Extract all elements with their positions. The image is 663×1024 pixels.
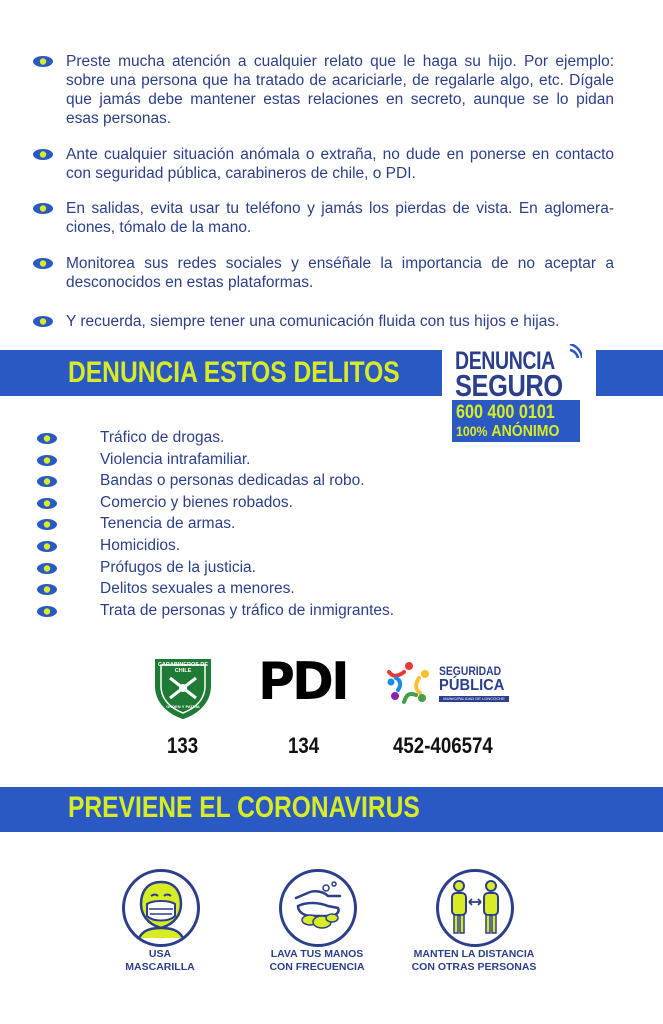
eye-bullet-icon xyxy=(36,605,58,618)
distance-label xyxy=(394,948,554,974)
badge-line2: SEGURO xyxy=(455,368,563,403)
distance-icon xyxy=(436,869,514,947)
eye-bullet-icon xyxy=(32,148,54,161)
mask-label xyxy=(80,948,240,974)
tip-item xyxy=(32,145,614,183)
tip-text: Ante cualquier situación anómala o extraña, no dude en ponerse en contacto con seguridad pública, carabineros de chile, o PDI. xyxy=(66,146,614,182)
eye-bullet-icon xyxy=(32,315,54,328)
carabineros-logo xyxy=(150,656,216,720)
badge-line1: DENUNCIA xyxy=(455,347,555,375)
tip-text: Preste mucha atención a cualquier relato que le haga su hijo. Por ejemplo: sobre una persona que ha tratado de acariciarle, de regalarle algo, etc. Dígale que jamás debe mantener estas relaciones en secreto, aunque se lo pidan esas personas. xyxy=(66,53,614,127)
seguridad-publica-logo xyxy=(386,660,516,710)
tip-item xyxy=(32,312,614,331)
distance-figure-icon xyxy=(439,872,511,944)
eye-bullet-icon xyxy=(36,562,58,575)
crime-text: Delitos sexuales a menores. xyxy=(100,580,295,598)
distance-label-line2: CON OTRAS PERSONAS xyxy=(411,961,537,973)
eye-bullet-icon xyxy=(36,475,58,488)
eye-bullet-icon xyxy=(32,55,54,68)
eye-bullet-icon xyxy=(32,202,54,215)
crime-text: Trata de personas y tráfico de inmigrantes. xyxy=(100,601,395,619)
crime-text: Homicidios. xyxy=(100,536,181,554)
mask-label-line2: MASCARILLA xyxy=(125,961,195,973)
distance-label-line1: MANTEN LA DISTANCIA xyxy=(413,948,535,960)
hand-wash-figure-icon xyxy=(282,872,354,944)
crime-text: Prófugos de la justicia. xyxy=(100,558,256,576)
mask-icon xyxy=(122,869,200,947)
crime-text: Violencia intrafamiliar. xyxy=(100,450,251,468)
badge-phone: 600 400 0101 xyxy=(456,402,555,423)
tip-text: En salidas, evita usar tu teléfono y jamás los pierdas de vista. En aglomera-ciones, tómalo de la mano. xyxy=(66,200,614,236)
eye-bullet-icon xyxy=(36,497,58,510)
seguridad-publica-emblem-icon xyxy=(386,660,432,706)
crime-text: Tenencia de armas. xyxy=(100,515,236,533)
eye-bullet-icon xyxy=(36,518,58,531)
crime-text: Tráfico de drogas. xyxy=(100,429,225,446)
mask-label-line1: USA xyxy=(148,948,172,960)
eye-bullet-icon xyxy=(36,583,58,596)
seguridad-publica-line2: PÚBLICA xyxy=(439,677,505,694)
pdi-number: 134 xyxy=(288,733,320,758)
carabineros-number: 133 xyxy=(167,733,199,758)
seguridad-publica-number: 452-406574 xyxy=(393,733,493,758)
crime-text: Bandas o personas dedicadas al robo. xyxy=(100,472,365,490)
tip-item xyxy=(32,52,614,128)
tip-item xyxy=(32,199,614,237)
badge-anon-pct: 100% xyxy=(456,423,488,439)
hand-wash-label xyxy=(237,948,397,974)
denuncia-title: DENUNCIA ESTOS DELITOS xyxy=(68,356,400,389)
hand-wash-label-line1: LAVA TUS MANOS xyxy=(270,948,364,960)
coronavirus-title: PREVIENE EL CORONAVIRUS xyxy=(68,791,420,824)
eye-bullet-icon xyxy=(36,540,58,553)
crime-text: Comercio y bienes robados. xyxy=(100,493,293,511)
carabineros-logo-bottom: ORDEN Y PATRIA xyxy=(166,704,200,709)
tip-text: Y recuerda, siempre tener una comunicación fluida con tus hijos e hijas. xyxy=(66,313,560,330)
carabineros-logo-top: CARABINEROS DE xyxy=(157,662,209,668)
eye-bullet-icon xyxy=(36,432,58,445)
tip-text: Monitorea sus redes sociales y enséñale la importancia de no aceptar a desconocidos en estas plataformas. xyxy=(66,255,614,291)
badge-anon-word: ANÓNIMO xyxy=(491,423,560,440)
badge-anon xyxy=(456,423,559,441)
carabineros-logo-mid: CHILE xyxy=(174,668,192,674)
eye-bullet-icon xyxy=(36,454,58,467)
seguridad-publica-line1: SEGURIDAD xyxy=(439,666,502,678)
mask-figure-icon xyxy=(125,872,197,944)
seguridad-publica-line3: MUNICIPALIDAD DE LONCOCHE xyxy=(439,696,509,702)
eye-bullet-icon xyxy=(32,257,54,270)
pdi-logo: PDI xyxy=(258,652,347,712)
hand-wash-icon xyxy=(279,869,357,947)
hand-wash-label-line2: CON FRECUENCIA xyxy=(269,961,365,973)
tip-item xyxy=(32,254,614,292)
denuncia-seguro-badge xyxy=(452,344,582,444)
